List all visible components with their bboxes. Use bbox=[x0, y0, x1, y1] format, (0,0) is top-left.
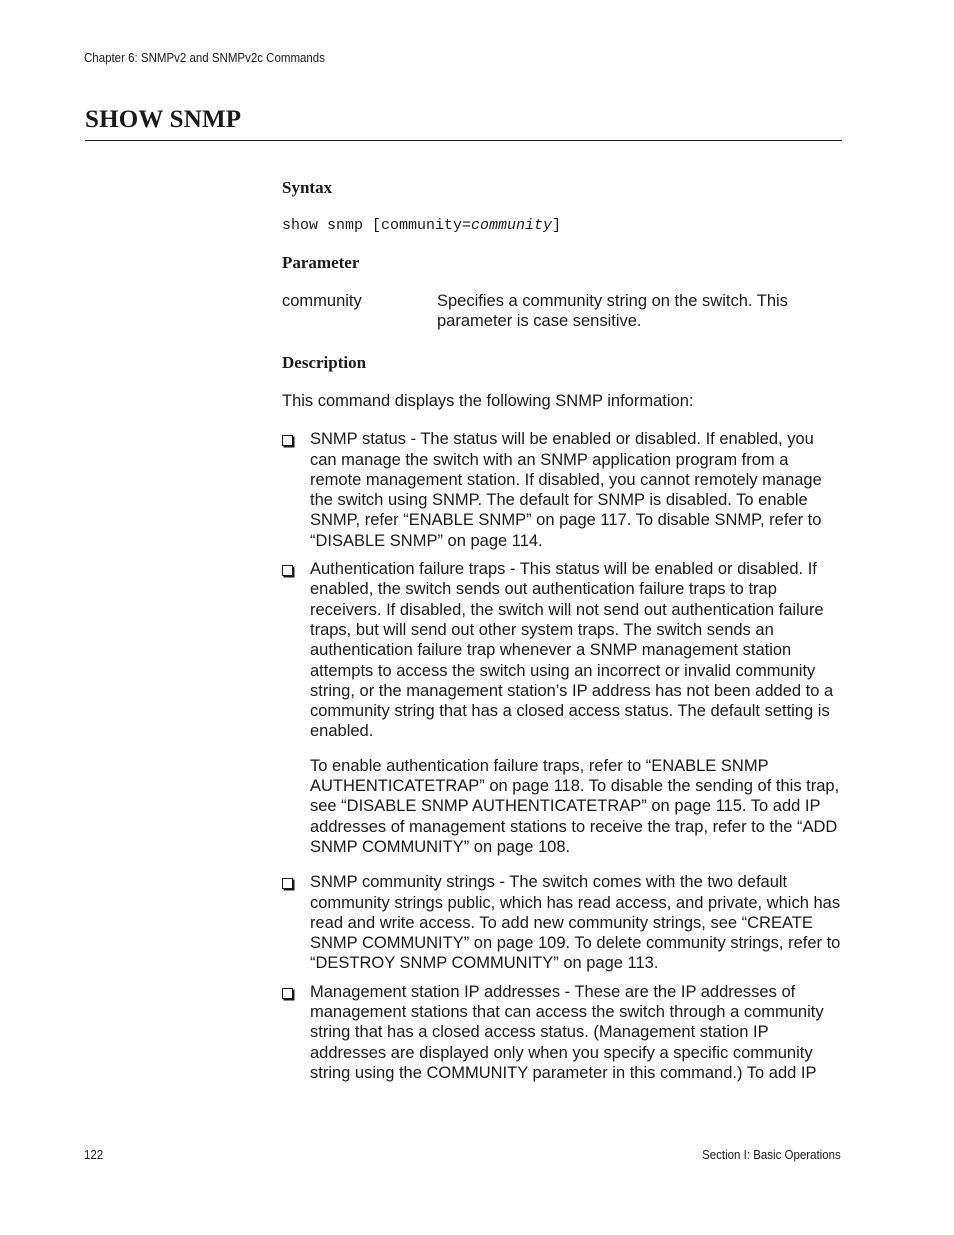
list-item bbox=[282, 872, 842, 973]
list-item-text: SNMP community strings - The switch comes with the two default community strings public, which has read access, and private, which has read and write access. To add new community strings, see “CREATE SNMP COMMUNITY” on page 109. To delete community strings, refer to “DESTROY SNMP COMMUNITY” on page 113. bbox=[310, 873, 841, 973]
info-list bbox=[282, 429, 842, 1083]
page-title: SHOW SNMP bbox=[85, 106, 242, 133]
syntax-argument: community bbox=[471, 217, 553, 234]
syntax-heading: Syntax bbox=[282, 178, 333, 197]
list-item-note: To enable authentication failure traps, refer to “ENABLE SNMP AUTHENTICATETRAP” on page 118. To disable the sending of this trap, see “DISABLE SNMP AUTHENTICATETRAP” on page 115. To add IP addresses of management stations to receive the trap, refer to the “ADD SNMP COMMUNITY” on page 108. bbox=[310, 756, 840, 856]
checkbox-bullet-icon bbox=[282, 435, 293, 446]
checkbox-bullet-icon bbox=[282, 988, 293, 999]
main-content bbox=[282, 178, 842, 1083]
list-item-text: Authentication failure traps - This status will be enabled or disabled. If enabled, the switch sends out authentication failure traps to trap receivers. If disabled, the switch will not send out authentication failure traps, but will send out other system traps. The switch sends an authentication failure trap whenever a SNMP management station attempts to access the switch using an incorrect or invalid community string, or the management station’s IP address has not been added to a community string that has a closed access status. The default setting is enabled. bbox=[310, 560, 834, 741]
description-heading: Description bbox=[282, 353, 367, 372]
list-item-text: SNMP status - The status will be enabled or disabled. If enabled, you can manage the switch with an SNMP application program from a remote management station. If disabled, you cannot remotely manage the switch using SNMP. The default for SNMP is disabled. To enable SNMP, refer “ENABLE SNMP” on page 117. To disable SNMP, refer to “DISABLE SNMP” on page 114. bbox=[310, 430, 822, 550]
parameter-description: Specifies a community string on the switch. This parameter is case sensitive. bbox=[437, 292, 788, 331]
running-header: Chapter 6: SNMPv2 and SNMPv2c Commands bbox=[84, 51, 325, 65]
syntax-command-text: show snmp [community= bbox=[282, 217, 472, 234]
parameter-name: community bbox=[282, 292, 362, 310]
syntax-command bbox=[282, 217, 842, 234]
list-item-text: Management station IP addresses - These are the IP addresses of management stations that can access the switch through a community string that has a closed access status. (Management station IP addresses are displayed only when you specify a specific community string using the COMMUNITY parameter in this command.) To add IP bbox=[310, 982, 824, 1082]
list-item bbox=[282, 982, 842, 1083]
section-footer: Section I: Basic Operations bbox=[702, 1148, 841, 1162]
list-item bbox=[282, 429, 842, 551]
syntax-close-bracket: ] bbox=[552, 217, 562, 234]
list-item bbox=[282, 559, 842, 857]
parameter-row bbox=[282, 291, 842, 335]
title-rule bbox=[85, 140, 842, 141]
description-intro: This command displays the following SNMP information: bbox=[282, 392, 694, 410]
checkbox-bullet-icon bbox=[282, 878, 293, 889]
checkbox-bullet-icon bbox=[282, 565, 293, 576]
page-number: 122 bbox=[84, 1148, 104, 1162]
parameter-heading: Parameter bbox=[282, 253, 360, 272]
